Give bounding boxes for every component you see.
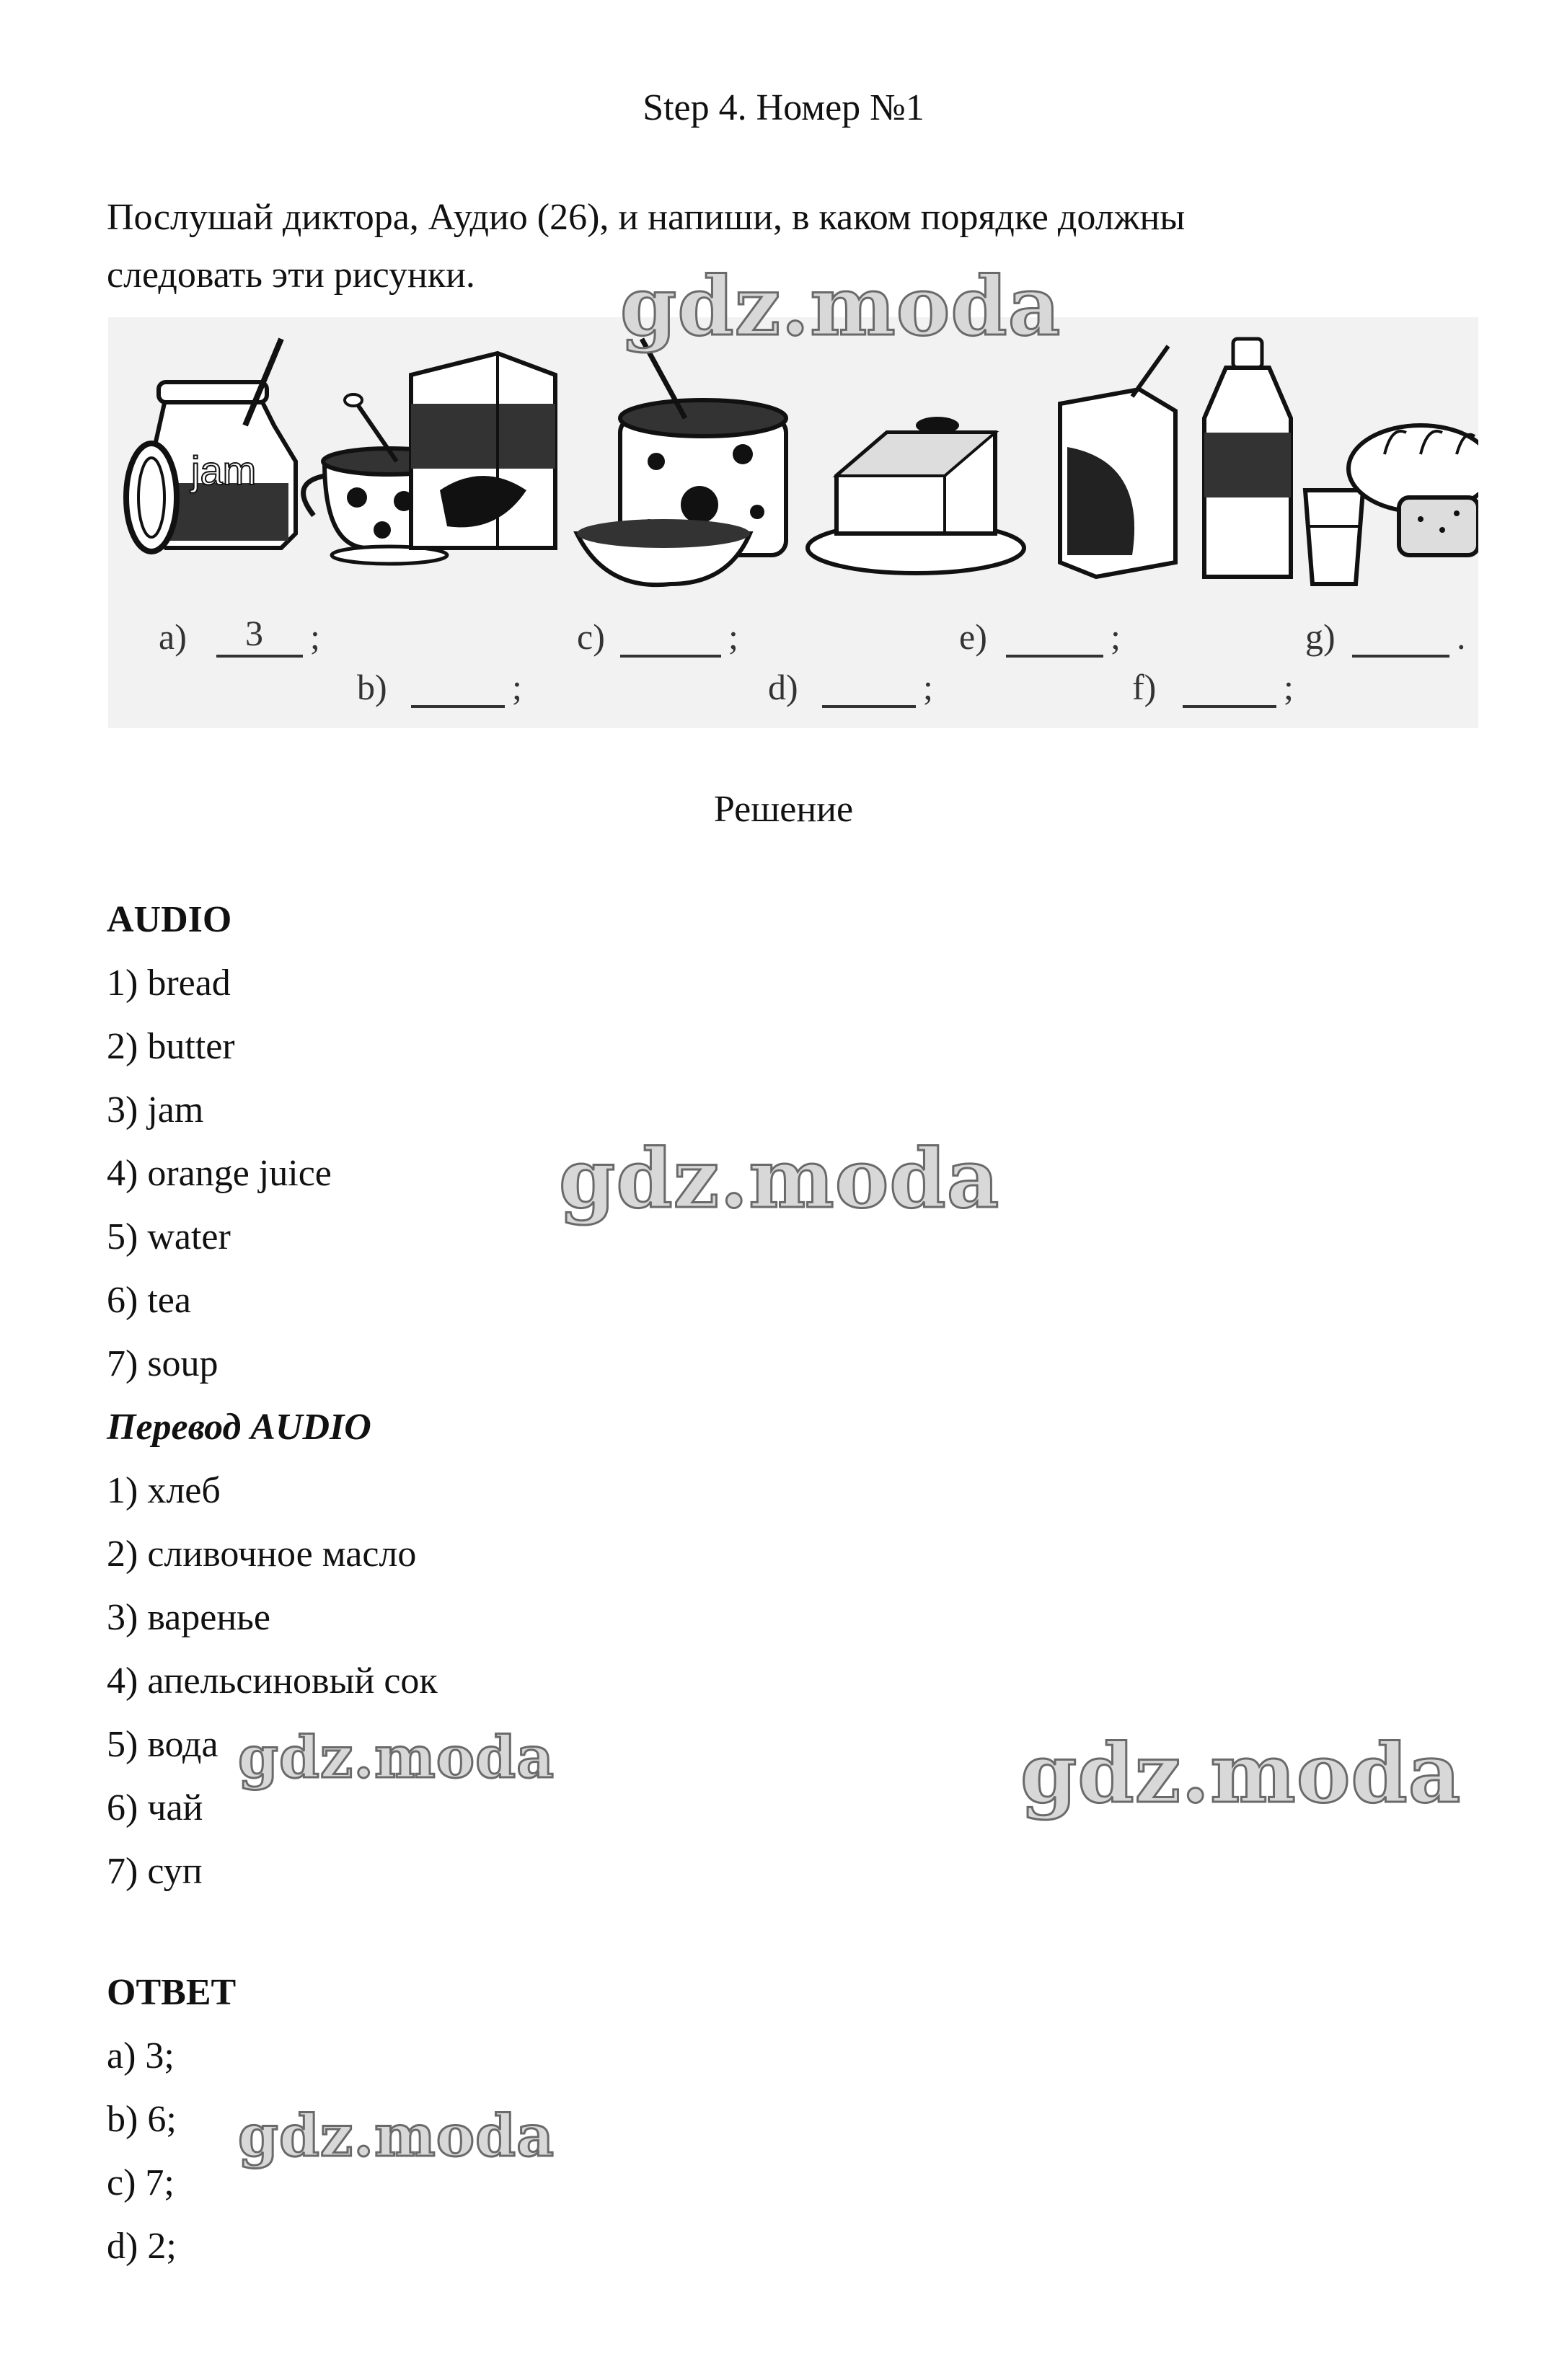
blank-a-value: 3 (245, 613, 263, 653)
svg-text:;: ; (1111, 616, 1121, 657)
svg-text:;: ; (512, 667, 522, 707)
milk-carton-picture (411, 353, 555, 548)
blanks-row-1 (159, 613, 1466, 657)
soup-pot-picture (577, 339, 786, 585)
blank-label-e: e) (959, 616, 987, 657)
water-bottle-picture (1204, 339, 1363, 584)
audio-item: 7) soup (107, 1343, 219, 1384)
watermark: gdz.moda (620, 260, 1061, 354)
audio-item: 2) butter (107, 1026, 235, 1067)
task-line-1: Послушай диктора, Аудио (26), и напиши, в каком порядке должны (107, 197, 1186, 238)
translation-item: 6) чай (107, 1787, 203, 1828)
blanks-row-2 (357, 667, 1294, 707)
blank-label-b: b) (357, 667, 387, 707)
solution-heading: Решение (713, 789, 854, 830)
audio-item: 5) water (107, 1216, 231, 1257)
svg-text:;: ; (728, 616, 738, 657)
bread-picture (1348, 425, 1478, 555)
translation-item: 7) суп (107, 1851, 203, 1892)
audio-heading: AUDIO (107, 899, 232, 940)
translation-heading: Перевод AUDIO (107, 1407, 371, 1448)
butter-dish-picture (808, 417, 1024, 573)
juice-box-picture (1060, 346, 1175, 577)
translation-item: 5) вода (107, 1724, 219, 1765)
audio-item: 6) tea (107, 1280, 191, 1321)
blank-label-a: a) (159, 616, 187, 657)
jam-label: jam (191, 448, 257, 493)
answer-item: c) 7; (107, 2162, 175, 2203)
translation-item: 1) хлеб (107, 1470, 221, 1511)
blank-label-f: f) (1132, 667, 1157, 707)
watermark: gdz.moda (238, 2102, 555, 2169)
answer-item: d) 2; (107, 2226, 177, 2267)
blank-label-g: g) (1305, 616, 1336, 657)
audio-item: 3) jam (107, 1089, 204, 1131)
watermark: gdz.moda (238, 1723, 555, 1791)
blank-label-d: d) (768, 667, 798, 707)
svg-text:;: ; (1284, 667, 1294, 707)
blank-label-c: c) (577, 616, 605, 657)
translation-item: 4) апельсиновый сок (107, 1660, 438, 1702)
task-line-2: следовать эти рисунки. (107, 255, 475, 296)
watermark: gdz.moda (1020, 1727, 1462, 1821)
audio-item: 4) orange juice (107, 1153, 332, 1194)
jam-jar-picture (126, 339, 296, 552)
answer-section (107, 1961, 236, 2278)
food-pictures-exercise (108, 317, 1478, 728)
answer-item: b) 6; (107, 2099, 177, 2140)
svg-text:;: ; (923, 667, 933, 707)
answer-item: a) 3; (107, 2035, 175, 2076)
audio-item: 1) bread (107, 963, 231, 1004)
svg-text:.: . (1457, 616, 1466, 657)
page-title: Step 4. Номер №1 (643, 87, 924, 128)
translation-item: 3) варенье (107, 1597, 270, 1638)
svg-text:;: ; (310, 616, 320, 657)
watermark: gdz.moda (559, 1132, 1000, 1226)
translation-item: 2) сливочное масло (107, 1534, 417, 1575)
answer-heading: ОТВЕТ (107, 1972, 237, 2013)
